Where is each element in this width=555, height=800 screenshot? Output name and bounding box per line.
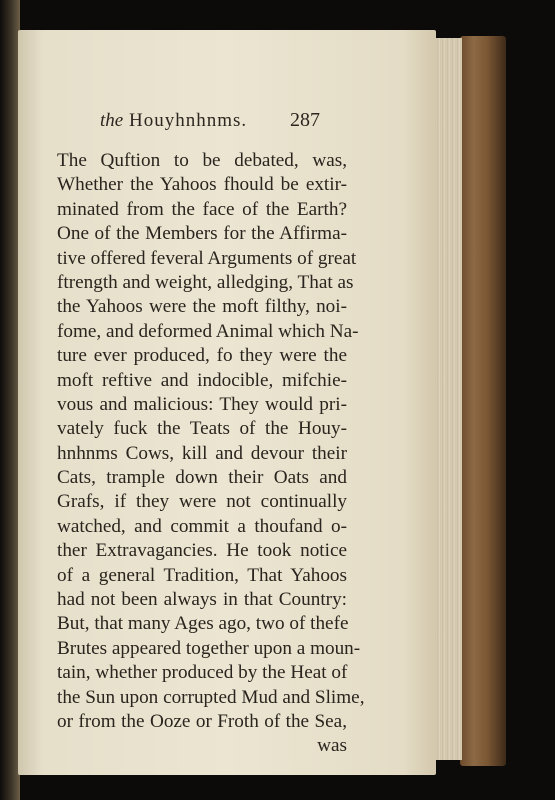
text-line: had not been always in that Country: (57, 589, 347, 611)
text-line: watched, and commit a thoufand o- (57, 515, 347, 537)
text-line: Cats, trample down their Oats and (57, 467, 347, 489)
catchword: was (317, 735, 347, 757)
text-line: fome, and deformed Animal which Na- (57, 320, 359, 342)
text-line: One of the Members for the Affirma- (57, 223, 347, 245)
text-line: Grafs, if they were not continually (57, 491, 347, 513)
text-line: vous and malicious: They would pri- (57, 393, 347, 415)
text-line: But, that many Ages ago, two of thefe (57, 613, 349, 635)
running-head-main: Houyhnhnms. (128, 110, 248, 131)
text-line: the Yahoos were the moft filthy, noi- (57, 296, 347, 318)
body-text (57, 149, 365, 759)
book-cover-edge (460, 36, 506, 766)
page-number: 287 (290, 109, 320, 131)
text-line: Brutes appeared together upon a moun- (57, 637, 361, 659)
text-line: the Sun upon corrupted Mud and Slime, (57, 686, 365, 708)
running-head-prefix: the (100, 110, 124, 131)
text-line: Whether the Yahoos fhould be extir- (57, 174, 347, 196)
text-line: moft reftive and indocible, mifchie- (57, 369, 347, 391)
text-line: minated from the face of the Earth? (57, 198, 347, 220)
text-line: tive offered feveral Arguments of great (57, 247, 357, 269)
text-line: ftrength and weight, alledging, That as (57, 271, 354, 293)
text-line: or from the Ooze or Froth of the Sea, (57, 710, 347, 732)
text-line: hnhnms Cows, kill and devour their (57, 442, 347, 464)
text-line: vately fuck the Teats of the Houy- (57, 418, 347, 440)
text-line: tain, whether produced by the Heat of (57, 662, 348, 684)
running-head (100, 110, 330, 134)
running-head-title (100, 110, 247, 132)
text-line: ture ever produced, fo they were the (57, 345, 347, 367)
text-line: The Quftion to be debated, was, (57, 150, 347, 171)
text-line: ther Extravagancies. He took notice (57, 540, 347, 562)
left-page-gutter (0, 0, 20, 800)
text-line: of a general Tradition, That Yahoos (57, 564, 347, 586)
